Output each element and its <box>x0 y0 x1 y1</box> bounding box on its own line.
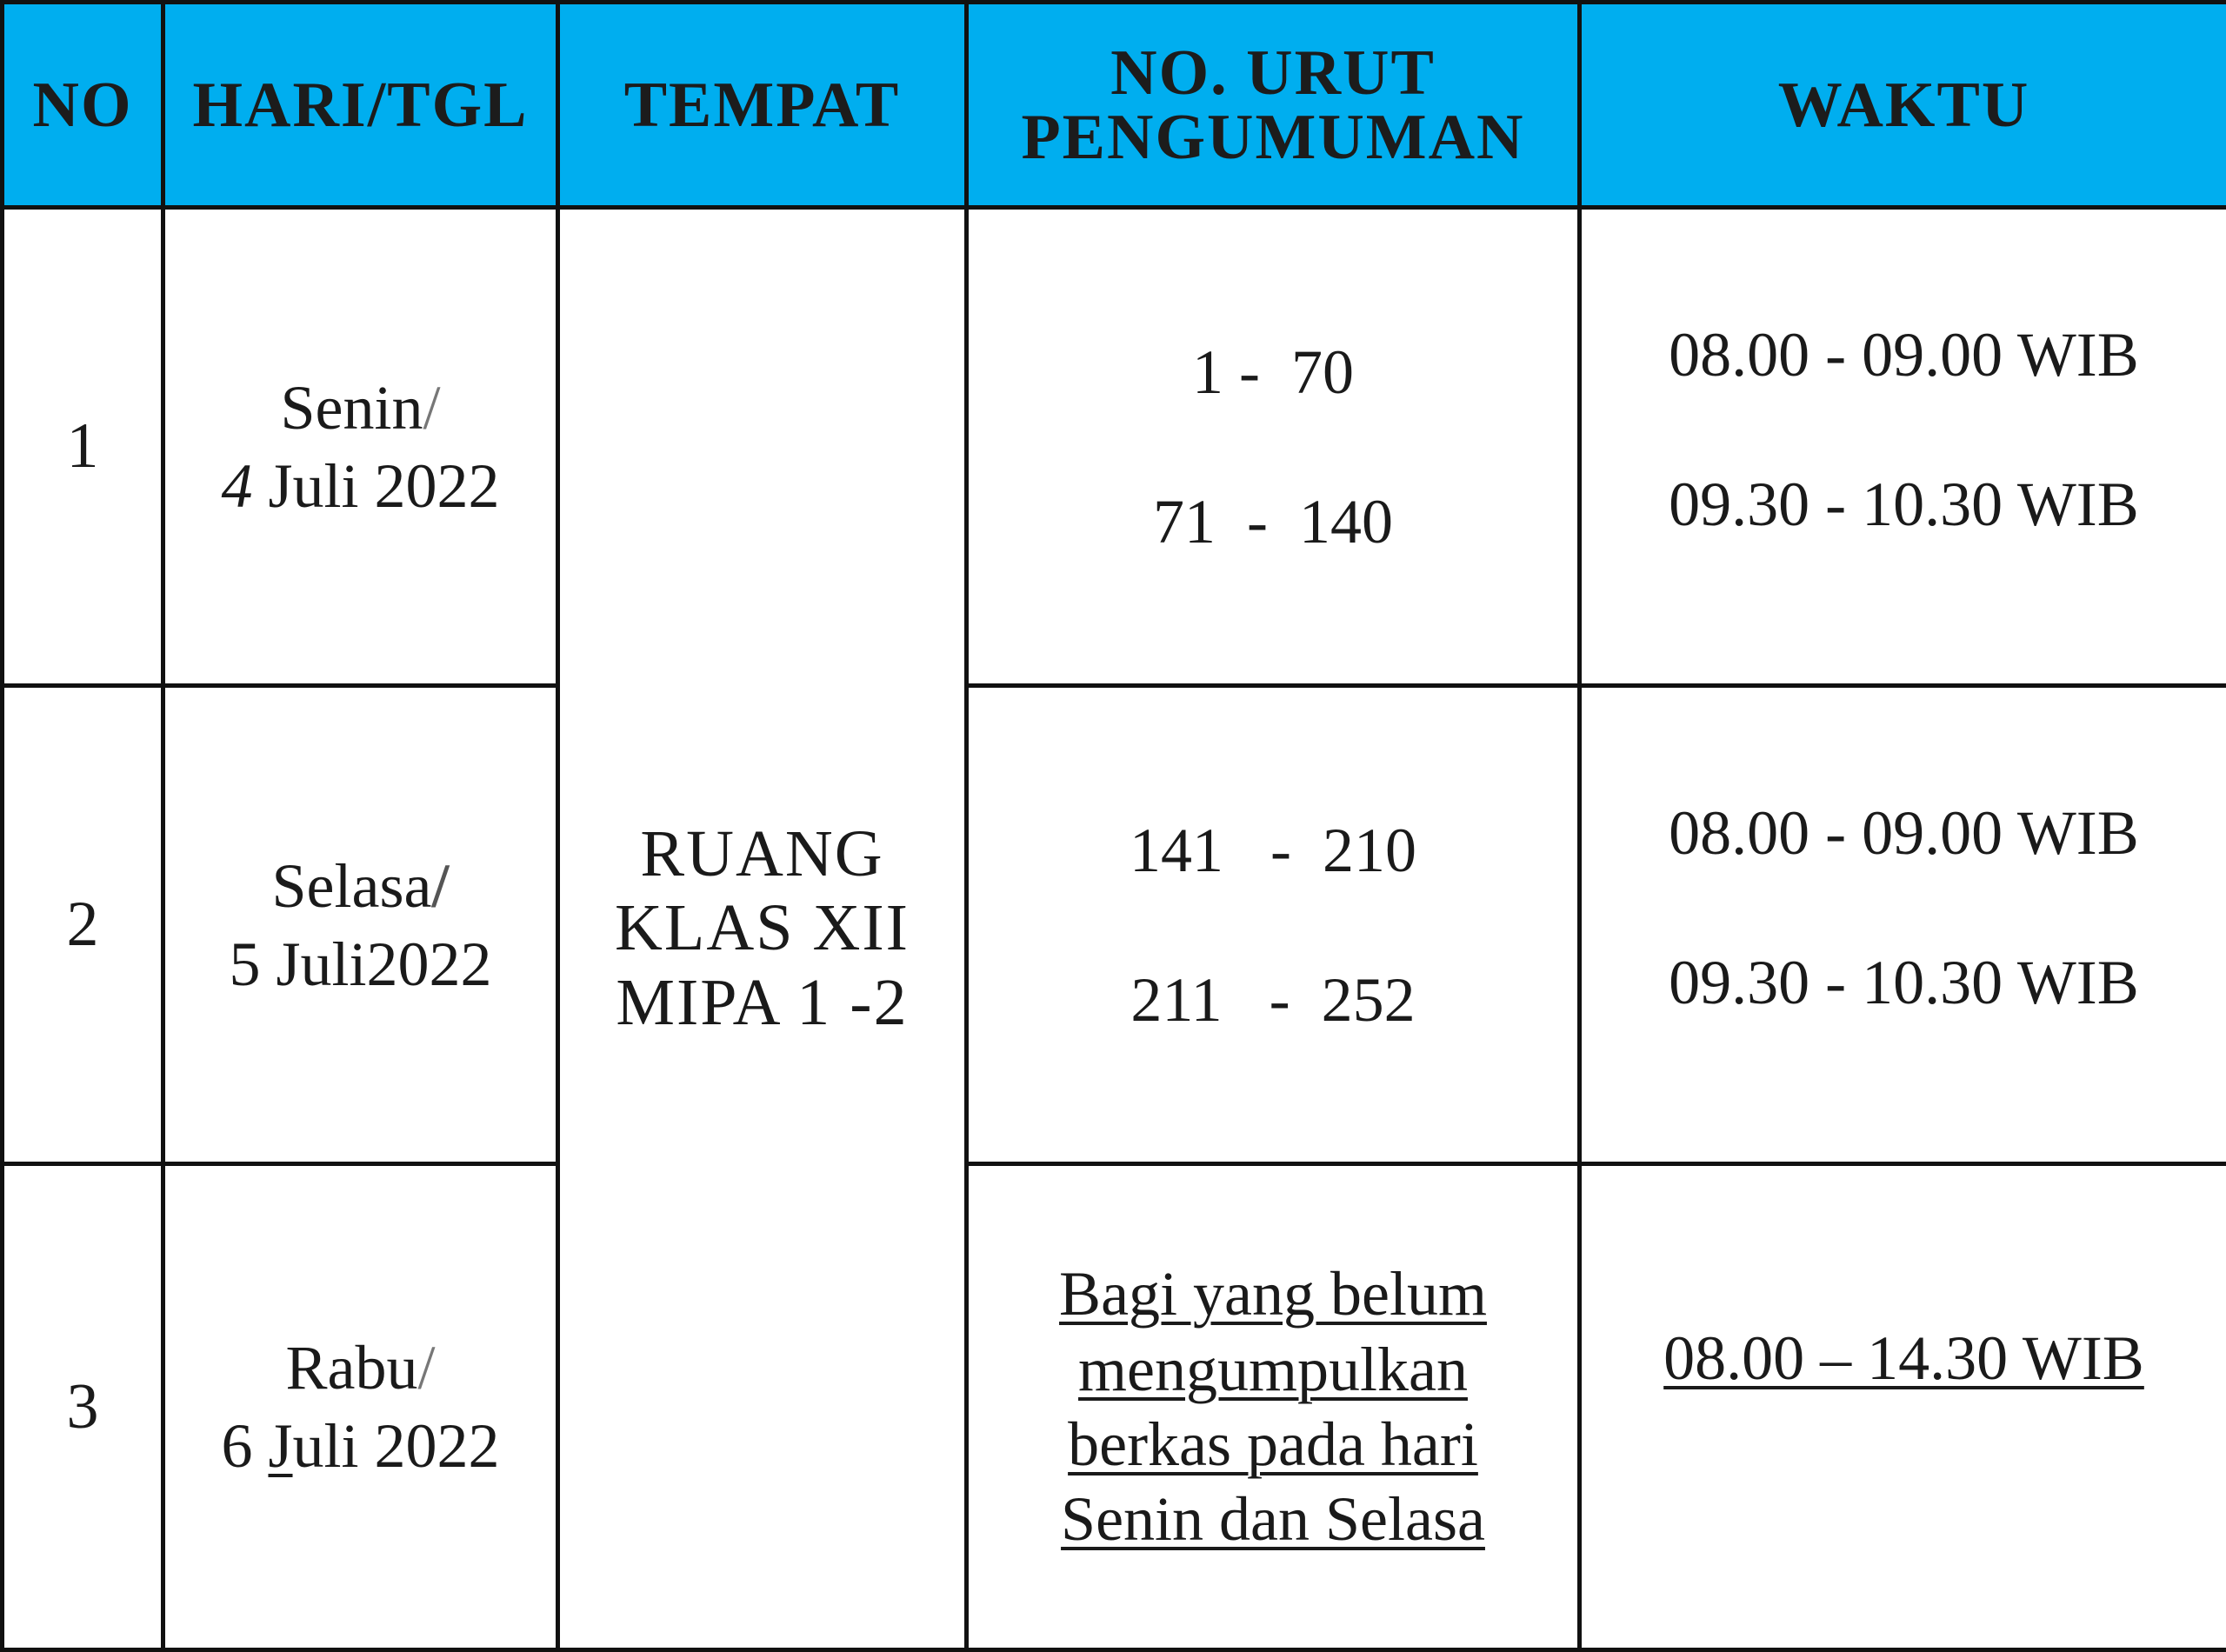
header-row <box>3 3 2226 208</box>
note-cell <box>967 1164 1580 1650</box>
range-value: 141 - 210 <box>969 819 1577 882</box>
range-cell <box>967 686 1580 1164</box>
header-hari-tgl: HARI/TGL <box>163 3 558 208</box>
time-value: 08.00 - 09.00 WIB <box>1582 802 2226 864</box>
note-line: Bagi yang belum <box>969 1256 1577 1331</box>
date-day-number: 4 <box>221 451 252 521</box>
date-prefix: 6 <box>221 1411 268 1481</box>
day-slash: / <box>423 373 441 443</box>
header-no: NO <box>3 3 163 208</box>
day-slash: / <box>431 851 449 921</box>
day-name: Rabu <box>286 1333 418 1402</box>
place-cell <box>558 208 967 1650</box>
header-no-urut-line2: PENGUMUMAN <box>969 105 1577 170</box>
note-line: mengumpulkan <box>969 1332 1577 1407</box>
place-line1: RUANG <box>560 817 964 891</box>
date-line <box>165 447 556 525</box>
date-rest: Juli2022 <box>260 929 491 999</box>
time-value: 08.00 – 14.30 WIB <box>1663 1323 2144 1393</box>
day-name: Selasa <box>272 851 432 921</box>
day-slash: / <box>417 1333 435 1402</box>
row-number: 3 <box>3 1164 163 1650</box>
header-waktu: WAKTU <box>1580 3 2226 208</box>
header-no-urut-line1: NO. URUT <box>969 41 1577 105</box>
table-row <box>3 208 2226 686</box>
range-value: 1 - 70 <box>969 341 1577 403</box>
time-cell <box>1580 686 2226 1164</box>
time-cell <box>1580 1164 2226 1650</box>
time-value: 09.30 - 10.30 WIB <box>1582 951 2226 1014</box>
day-date-cell <box>163 208 558 686</box>
place-line3: MIPA 1 -2 <box>560 966 964 1040</box>
table-row <box>3 1164 2226 1650</box>
time-value: 08.00 - 09.00 WIB <box>1582 323 2226 386</box>
range-value: 211 - 252 <box>969 969 1577 1031</box>
note-line: berkas pada hari <box>969 1407 1577 1482</box>
range-cell <box>967 208 1580 686</box>
date-rest: Juli 2022 <box>252 451 499 521</box>
day-line <box>165 1329 556 1407</box>
date-rest: uli 2022 <box>293 1411 500 1481</box>
day-line <box>165 369 556 447</box>
time-value: 09.30 - 10.30 WIB <box>1582 473 2226 536</box>
row-number: 1 <box>3 208 163 686</box>
time-cell <box>1580 208 2226 686</box>
header-no-urut <box>967 3 1580 208</box>
day-line <box>165 847 556 925</box>
day-date-cell <box>163 1164 558 1650</box>
date-line <box>165 925 556 1003</box>
day-date-cell <box>163 686 558 1164</box>
day-name: Senin <box>280 373 423 443</box>
table-row <box>3 686 2226 1164</box>
place-line2: KLAS XII <box>560 891 964 965</box>
date-line <box>165 1407 556 1485</box>
note-line: Senin dan Selasa <box>969 1482 1577 1556</box>
header-tempat: TEMPAT <box>558 3 967 208</box>
range-value: 71 - 140 <box>969 490 1577 553</box>
row-number: 2 <box>3 686 163 1164</box>
date-day-number: 5 <box>229 929 260 999</box>
date-underlined-letter: J <box>268 1411 292 1481</box>
